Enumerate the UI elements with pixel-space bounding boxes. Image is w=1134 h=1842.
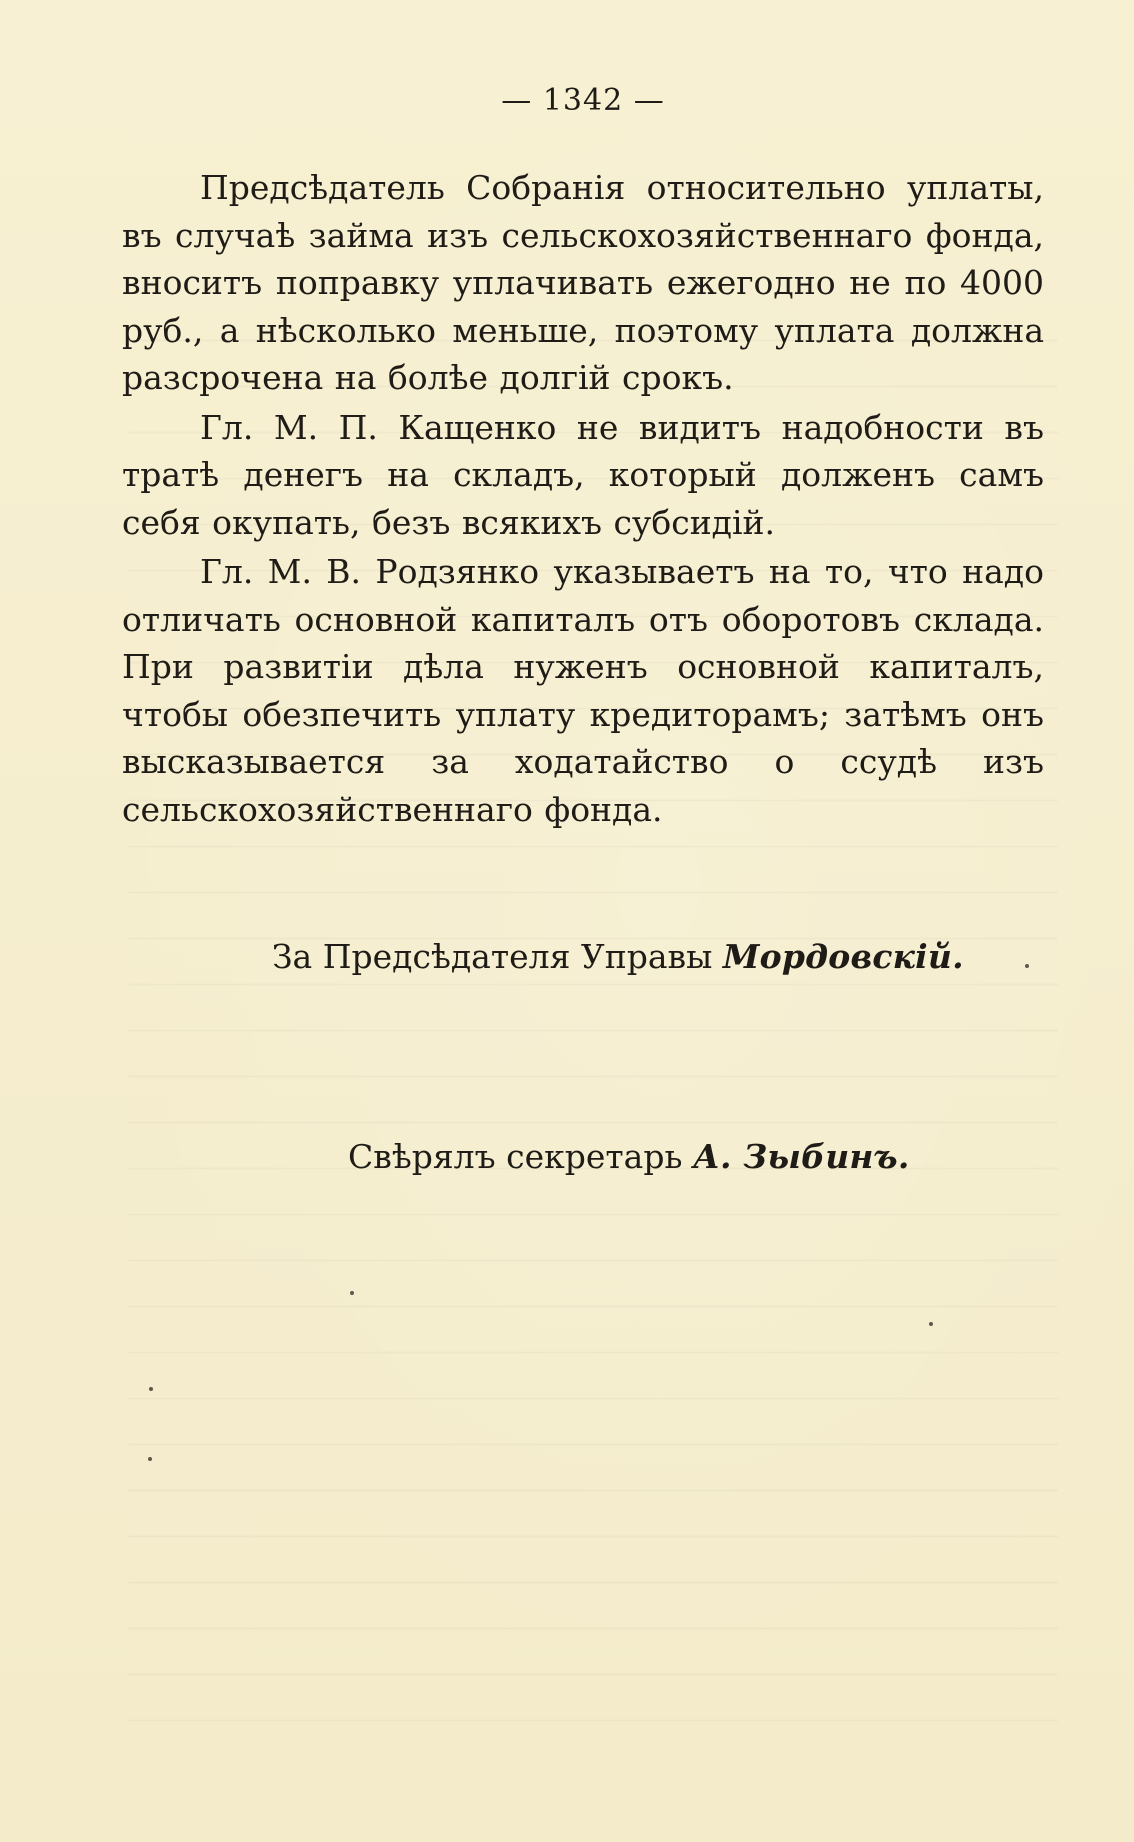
signature-line-1-prefix: За Предсѣдателя Управы [272,937,713,976]
paper-speck [148,1457,152,1461]
signature-line-2-prefix: Свѣрялъ секретарь [348,1137,683,1176]
page-number: — 1342 — [501,83,665,118]
signature-line-1-name: Мордовскій. [722,937,964,976]
paragraph-1: Предсѣдатель Собранія относительно уплаты, въ случаѣ займа изъ сельскохозяйственнаго фонда, вноситъ поправку уплачивать ежегодно не по 4000 руб., а нѣсколько меньше, поэтому уплата должна разсрочена на болѣе долгій срокъ. [122,168,1044,397]
paragraph-3: Гл. М. В. Родзянко указываетъ на то, что надо отличать основной капиталъ отъ оборотовъ склада. При развитіи дѣла нуженъ основной капиталъ, чтобы обезпечить уплату кредиторамъ; затѣмъ онъ высказывается за ходатайство о ссудѣ изъ сельскохозяйственнаго фонда. [122,552,1044,829]
paper-speck [350,1291,354,1295]
signature-line-2-name: А. Зыбинъ. [692,1137,910,1176]
signature-line-1 [272,937,964,977]
document-content [122,83,1044,833]
paper-speck [929,1322,933,1326]
paper-speck [1025,964,1029,968]
paragraph-2: Гл. М. П. Кащенко не видитъ надобности въ тратѣ денегъ на складъ, который долженъ самъ себя окупать, безъ всякихъ субсидій. [122,407,1044,542]
paper-speck [149,1387,153,1391]
signature-line-2 [348,1137,910,1177]
